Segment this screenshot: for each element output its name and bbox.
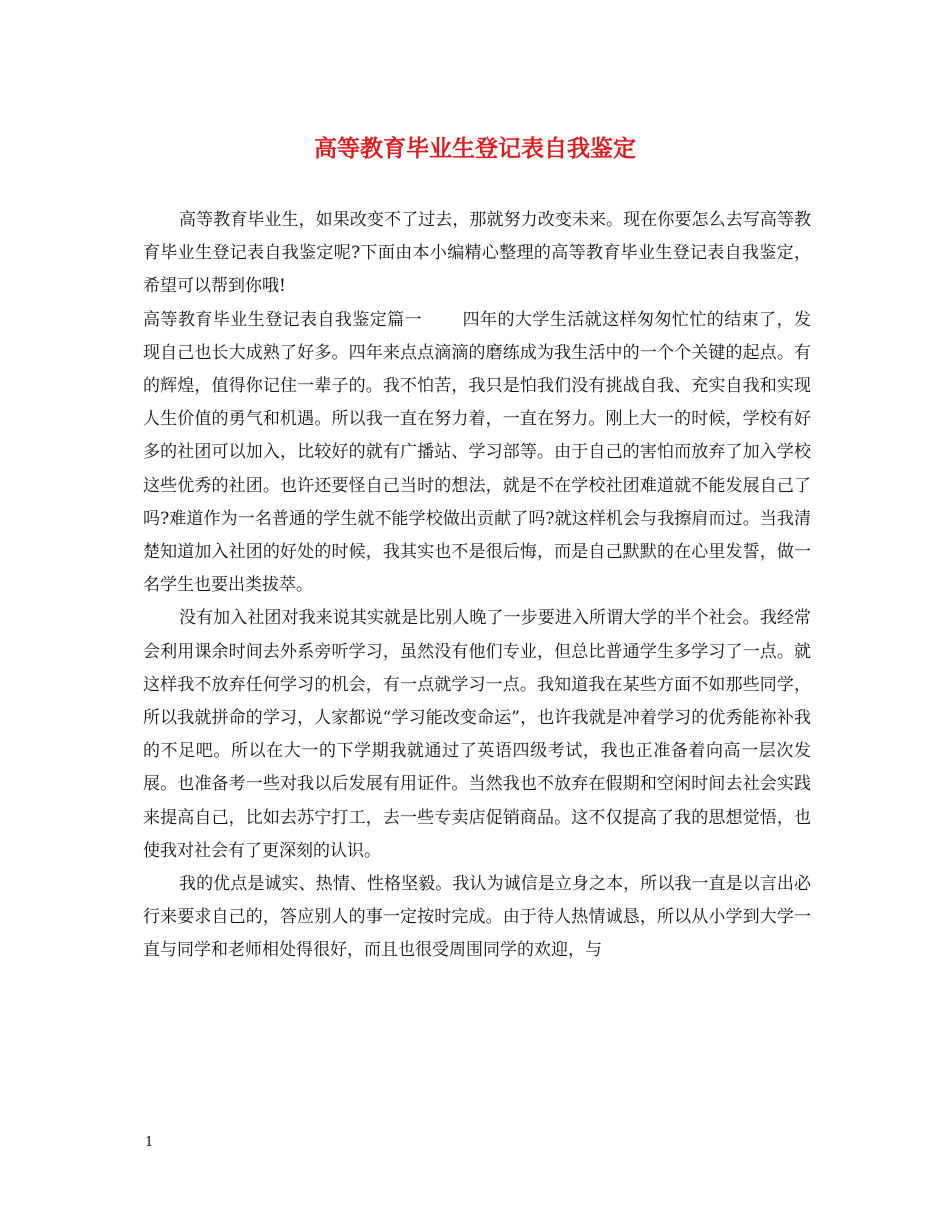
section-one-paragraph xyxy=(143,304,811,603)
document-body xyxy=(143,204,811,968)
document-title: 高等教育毕业生登记表自我鉴定 xyxy=(314,135,636,162)
section-one-text: 四年的大学生活就这样匆匆忙忙的结束了，发现自己也长大成熟了好多。四年来点点滴滴的磨练成为我生活中的一个个关键的起点。有的辉煌，值得你记住一辈子的。我不怕苦，我只是怕我们没有挑战自我、充实自我和实现人生价值的勇气和机遇。所以我一直在努力着，一直在努力。刚上大一的时候，学校有好多的社团可以加入，比较好的就有广播站、学习部等。由于自己的害怕而放弃了加入学校这些优秀的社团。也许还要怪自己当时的想法，就是不在学校社团难道就不能发展自己了吗?难道作为一名普通的学生就不能学校做出贡献了吗?就这样机会与我擦肩而过。当我清楚知道加入社团的好处的时候，我其实也不是很后悔，而是自己默默的在心里发誓，做一名学生也要出类拔萃。 xyxy=(143,309,812,596)
section-one-heading: 高等教育毕业生登记表自我鉴定篇一 xyxy=(143,309,423,330)
page-number: 1 xyxy=(145,1135,154,1150)
intro-paragraph: 高等教育毕业生，如果改变不了过去，那就努力改变未来。现在你要怎么去写高等教育毕业生登记表自我鉴定呢?下面由本小编精心整理的高等教育毕业生登记表自我鉴定，希望可以帮到你哦! xyxy=(143,210,811,297)
paragraph-two: 没有加入社团对我来说其实就是比别人晚了一步要进入所谓大学的半个社会。我经常会利用课余时间去外系旁听学习，虽然没有他们专业，但总比普通学生多学习了一点。就这样我不放弃任何学习的机会，有一点就学习一点。我知道我在某些方面不如那些同学，所以我就拼命的学习，人家都说“学习能改变命运”，也许我就是冲着学习的优秀能祢补我的不足吧。所以在大一的下学期我就通过了英语四级考试，我也正准备着向高一层次发展。也准备考一些对我以后发展有用证件。当然我也不放弃在假期和空闲时间去社会实践来提高自己，比如去苏宁打工，去一些专卖店促销商品。这不仅提高了我的思想觉悟，也使我对社会有了更深刻的认识。 xyxy=(143,608,811,861)
paragraph-three: 我的优点是诚实、热情、性格坚毅。我认为诚信是立身之本，所以我一直是以言出必行来要求自己的，答应别人的事一定按时完成。由于待人热情诚恳，所以从小学到大学一直与同学和老师相处得很好，而且也很受周围同学的欢迎，与 xyxy=(143,874,811,961)
